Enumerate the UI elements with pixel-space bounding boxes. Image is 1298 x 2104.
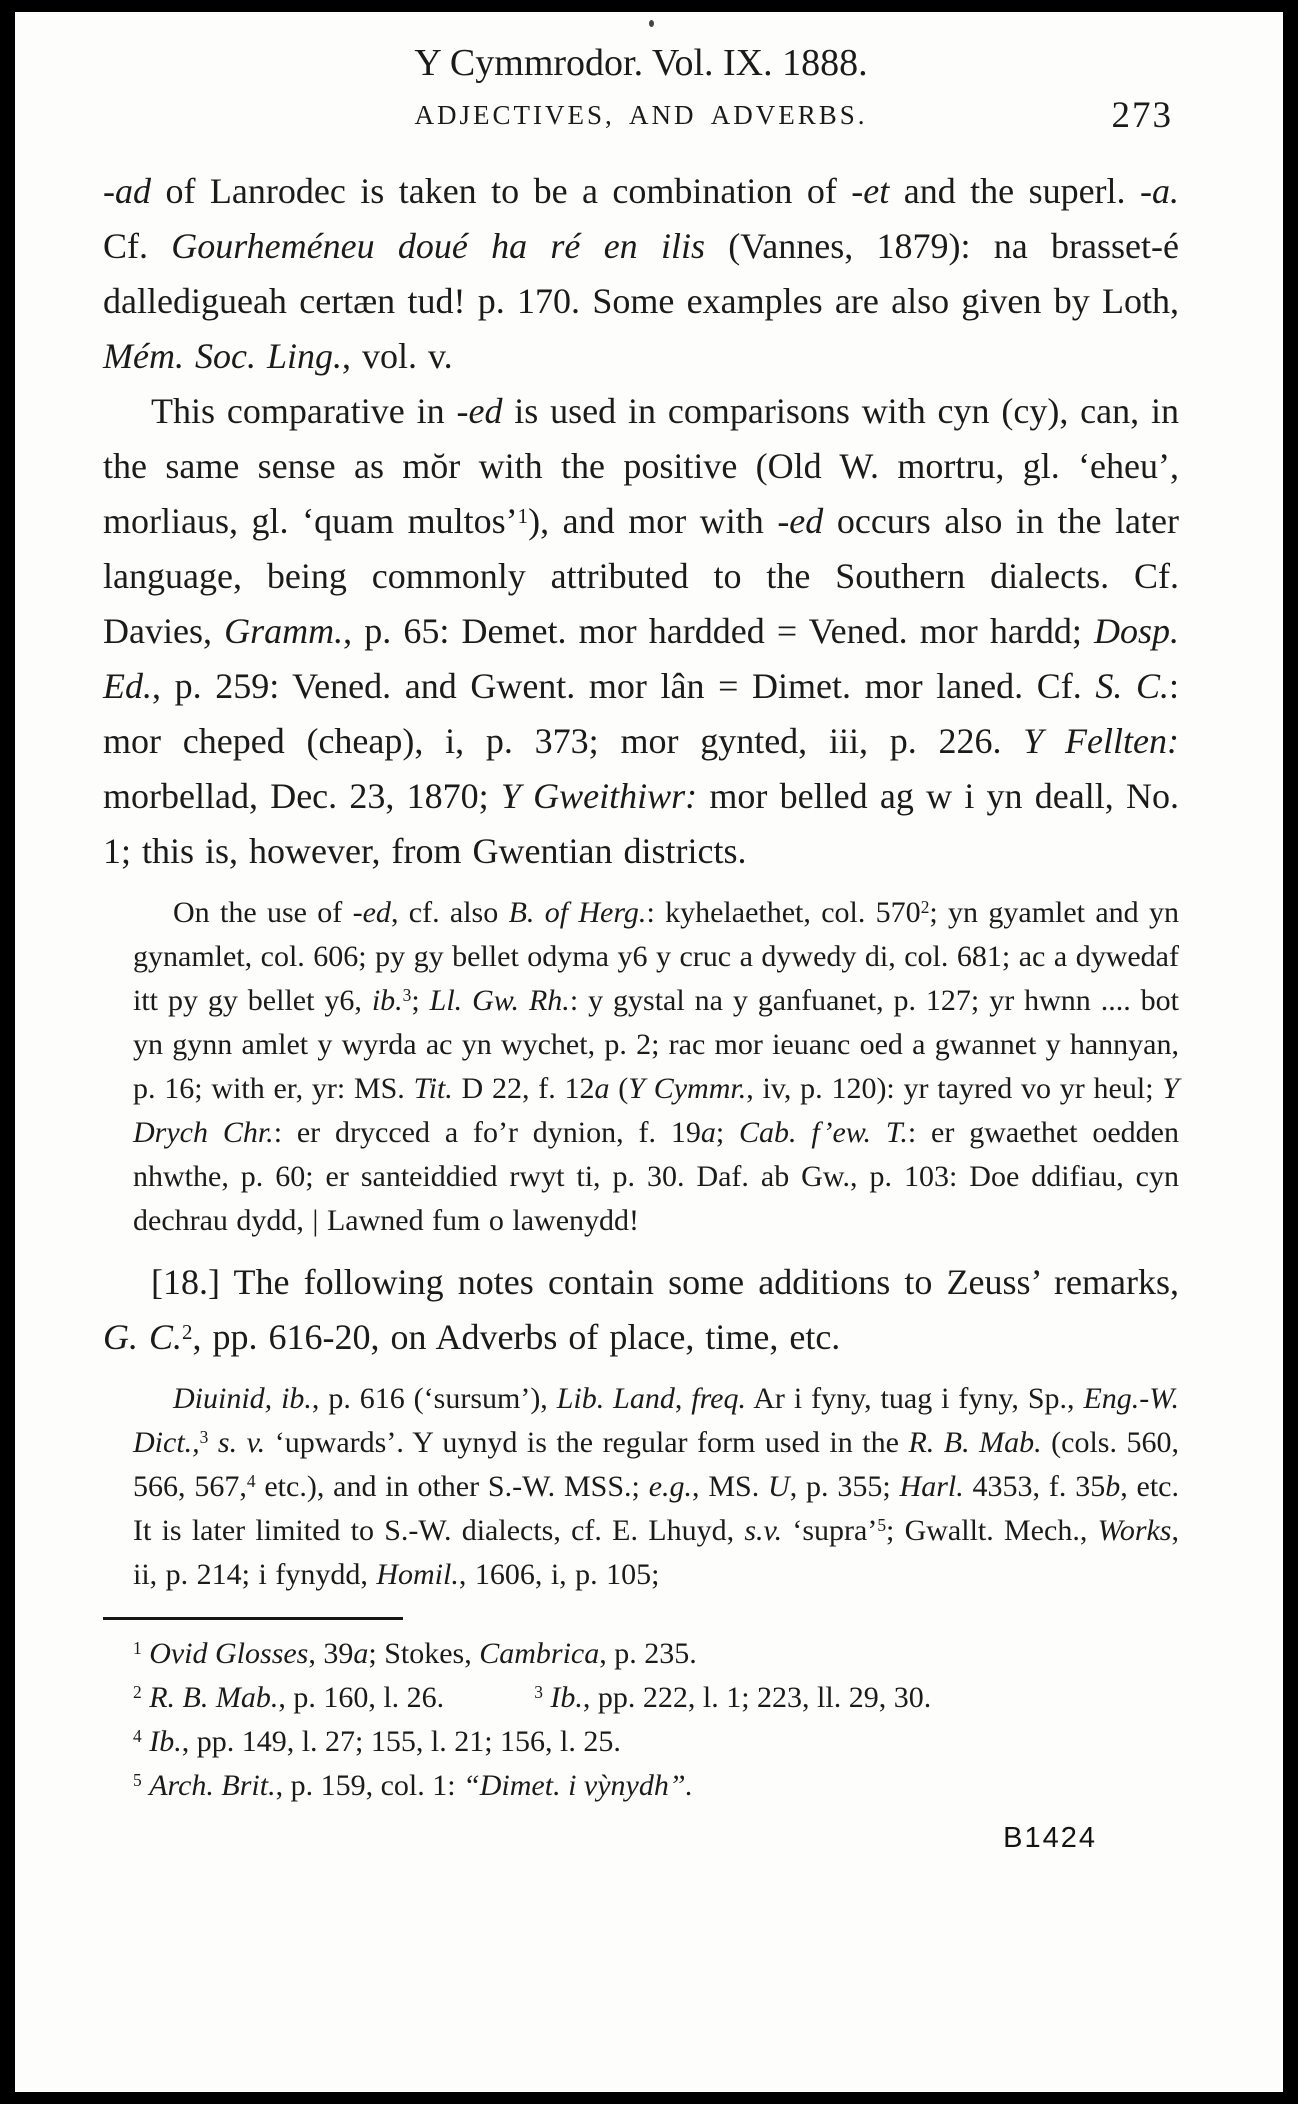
text-run: Gramm. [224,611,344,651]
text-run: occurs also in the later language, being commonly attributed to the Southern dialects. Cf. Davies, [103,501,1179,651]
text-run [444,1681,534,1714]
text-run: , p. 159, col. 1: [275,1769,464,1802]
text-run: , p. 616 (‘sursum’), [311,1382,557,1415]
text-run: D 22, f. 12 [452,1072,595,1105]
text-run: , vol. v. [341,336,453,376]
footnote-rule [103,1617,403,1620]
superscript-ref: 4 [246,1471,256,1492]
running-head [103,95,1179,140]
text-run: mor belled ag w i yn deall, No. 1; this is, however, from Gwentian districts. [103,776,1180,871]
paragraph-continuation [103,164,1179,384]
text-run: 4353, f. 35 [963,1470,1106,1503]
page-number: 273 [1111,95,1173,136]
text-run: -ed [777,501,824,541]
text-run: , p. 65: Demet. mor hardded = Vened. mor hardd; [343,611,1094,651]
text-run: , 1606, i, p. 105; [458,1558,660,1591]
superscript-ref: 5 [877,1515,887,1536]
text-run: , p. 259: Vened. and Gwent. mor lân = Dimet. mor laned. Cf. [152,666,1096,706]
paragraph-comparative [103,384,1179,879]
text-run: B. of Herg. [508,896,647,929]
text-run: , p. 160, l. 26. [278,1681,445,1714]
text-run: a [353,1637,369,1670]
text-run: ; [411,984,430,1017]
text-run: ‘supra’ [782,1514,878,1547]
text-run: ), and mor with [528,501,778,541]
text-run: U [768,1470,790,1503]
text-run: ‘upwards’. Y uynyd is the regular form used in the [265,1426,909,1459]
text-run: Lib. Land [556,1382,675,1415]
footnote-4 [133,1720,1179,1764]
text-run: Y Drych Chr. [133,1072,1179,1149]
text-run: Cambrica [479,1637,600,1670]
text-run: s.v. [744,1514,783,1547]
superscript-ref: 1 [517,503,529,528]
superscript-ref: 2 [133,1682,142,1703]
text-run: of Lanrodec is taken to be a combination of [151,171,852,211]
superscript-ref: 3 [534,1682,543,1703]
text-run: Diuinid, ib. [173,1382,312,1415]
text-run: , ii, p. 214; i fynydd, [133,1514,1179,1591]
text-run: , pp. 616-20, on Adverbs of place, time, etc. [192,1317,841,1357]
text-run: Works [1097,1514,1172,1547]
footnotes [133,1632,1179,1808]
text-run: Homil. [376,1558,459,1591]
text-run: , p. 355; [789,1470,900,1503]
text-run: Y Fellten: [1023,721,1179,761]
text-run: : kyhelaethet, col. 570 [646,896,921,929]
text-run: Mém. Soc. Ling. [103,336,342,376]
text-run: ; [715,1116,740,1149]
text-run: Eng.-W. Dict., [133,1382,1179,1459]
text-run: , pp. 149, l. 27; 155, l. 21; 156, l. 25. [181,1725,621,1758]
text-run: , p. 235. [599,1637,697,1670]
text-run: a [594,1072,610,1105]
text-run: etc.), and in other S.-W. MSS.; [255,1470,649,1503]
scan-artifact-dot [649,20,654,27]
text-run: Cab. f’ew. T. [739,1116,908,1149]
text-run: b [1105,1470,1121,1503]
text-run [208,1426,218,1459]
text-run: morbellad, Dec. 23, 1870; [103,776,501,816]
text-run: This comparative in [151,391,457,431]
text-run: e.g. [648,1470,693,1503]
superscript-ref: 3 [199,1427,209,1448]
text-run: Tit. [413,1072,453,1105]
text-run: Ib. [550,1681,583,1714]
text-run: -a. [1140,171,1180,211]
superscript-ref: 4 [133,1726,142,1747]
superscript-ref: 3 [402,985,412,1006]
text-run: : er drycced a fo’r dynion, f. 19 [273,1116,701,1149]
paragraph-section-18 [103,1255,1179,1365]
paragraph-small-print-ed-citations [133,891,1179,1243]
text-run: R. B. Mab. [149,1681,279,1714]
footnote-5 [133,1764,1179,1808]
text-run: (Vannes, 1879): na brasset-é dalledigueah certæn tud! p. 170. Some examples are also given by Loth, [103,226,1179,321]
text-run: Ll. Gw. Rh. [429,984,570,1017]
text-run: Ib. [149,1725,182,1758]
paragraph-small-print-diuinid [133,1377,1179,1597]
text-run: -et [851,171,890,211]
text-run: ( [609,1072,629,1105]
text-run: , etc. It is later limited to S.-W. dialects, cf. E. Lhuyd, [133,1470,1179,1547]
text-run: On the use of [173,896,353,929]
text-run: and the superl. [889,171,1141,211]
text-run: ; Stokes, [368,1637,480,1670]
text-run: Y Cymmr. [628,1072,747,1105]
catalog-mark: B1424 [1003,1822,1097,1854]
text-run: “Dimet. i vỳnydh”. [463,1769,694,1802]
superscript-ref: 5 [133,1770,142,1791]
text-run: Dosp. Ed. [103,611,1179,706]
text-run: , MS. [692,1470,769,1503]
text-run: Harl. [899,1470,964,1503]
text-run: is used in comparisons with cyn (cy), can, in the same sense as mŏr with the positive (Old W. mortru, gl. ‘eheu’, morliaus, gl. ‘quam multos’ [103,391,1179,541]
superscript-ref: 2 [920,897,930,918]
text-run: : er gwaethet oedden nhwthe, p. 60; er santeiddied rwyt ti, p. 30. Daf. ab Gw., p. 103: Doe ddifiau, cyn dechrau dydd, | Lawned fum o lawenydd! [133,1116,1179,1237]
text-run: ; Gwallt. Mech., [886,1514,1098,1547]
text-run: -ad [103,171,151,211]
text-run: Arch. Brit. [149,1769,276,1802]
superscript-ref: 1 [133,1638,142,1659]
text-run: , pp. 222, l. 1; 223, ll. 29, 30. [582,1681,932,1714]
text-run: , [674,1382,692,1415]
text-run: S. C. [1095,666,1169,706]
text-run: Cf. [103,226,172,266]
text-run: -ed [352,896,391,929]
journal-title: Y Cymmrodor. Vol. IX. 1888. [414,42,868,84]
superscript-ref: 2 [182,1319,193,1344]
text-run: : y gystal na y ganfuanet, p. 127; yr hwnn .... bot yn gynn amlet y wyrda ac yn wychet, p. 2; rac mor ieuanc oed a gwannet y hannyan, p. 16; with er, yr: MS. [133,984,1179,1105]
text-run: G. C. [103,1317,183,1357]
text-run: ; yn gyamlet and yn gynamlet, col. 606; py gy bellet odyma y6 y cruc a dywedy di, col. 681; ac a dywedaf itt py gy bellet y6, [133,896,1179,1017]
text-run: ib. [371,984,403,1017]
text-run: Ar i fyny, tuag i fyny, Sp., [746,1382,1084,1415]
text-run: Gourheméneu doué ha ré en ilis [171,226,705,266]
text-run: a [700,1116,716,1149]
text-run: , 39 [308,1637,354,1670]
footnote-1 [133,1632,1179,1676]
text-run: (cols. 560, 566, 567, [133,1426,1180,1503]
text-run: : mor cheped (cheap), i, p. 373; mor gynted, iii, p. 226. [103,666,1179,761]
text-run: Y Gweithiwr: [500,776,698,816]
text-run: freq. [691,1382,746,1415]
text-run: , iv, p. 120): yr tayred vo yr heul; [746,1072,1163,1105]
text-run: [18.] The following notes contain some additions to Zeuss’ remarks, [151,1262,1179,1302]
footnote-2-3 [133,1676,1179,1720]
text-run: Ovid Glosses [149,1637,309,1670]
text-run: -ed [456,391,503,431]
running-head-title: ADJECTIVES, AND ADVERBS. [414,100,868,130]
text-run: s. v. [217,1426,266,1459]
text-run: , cf. also [390,896,509,929]
page-paper [15,12,1283,2092]
text-run: R. B. Mab. [908,1426,1042,1459]
